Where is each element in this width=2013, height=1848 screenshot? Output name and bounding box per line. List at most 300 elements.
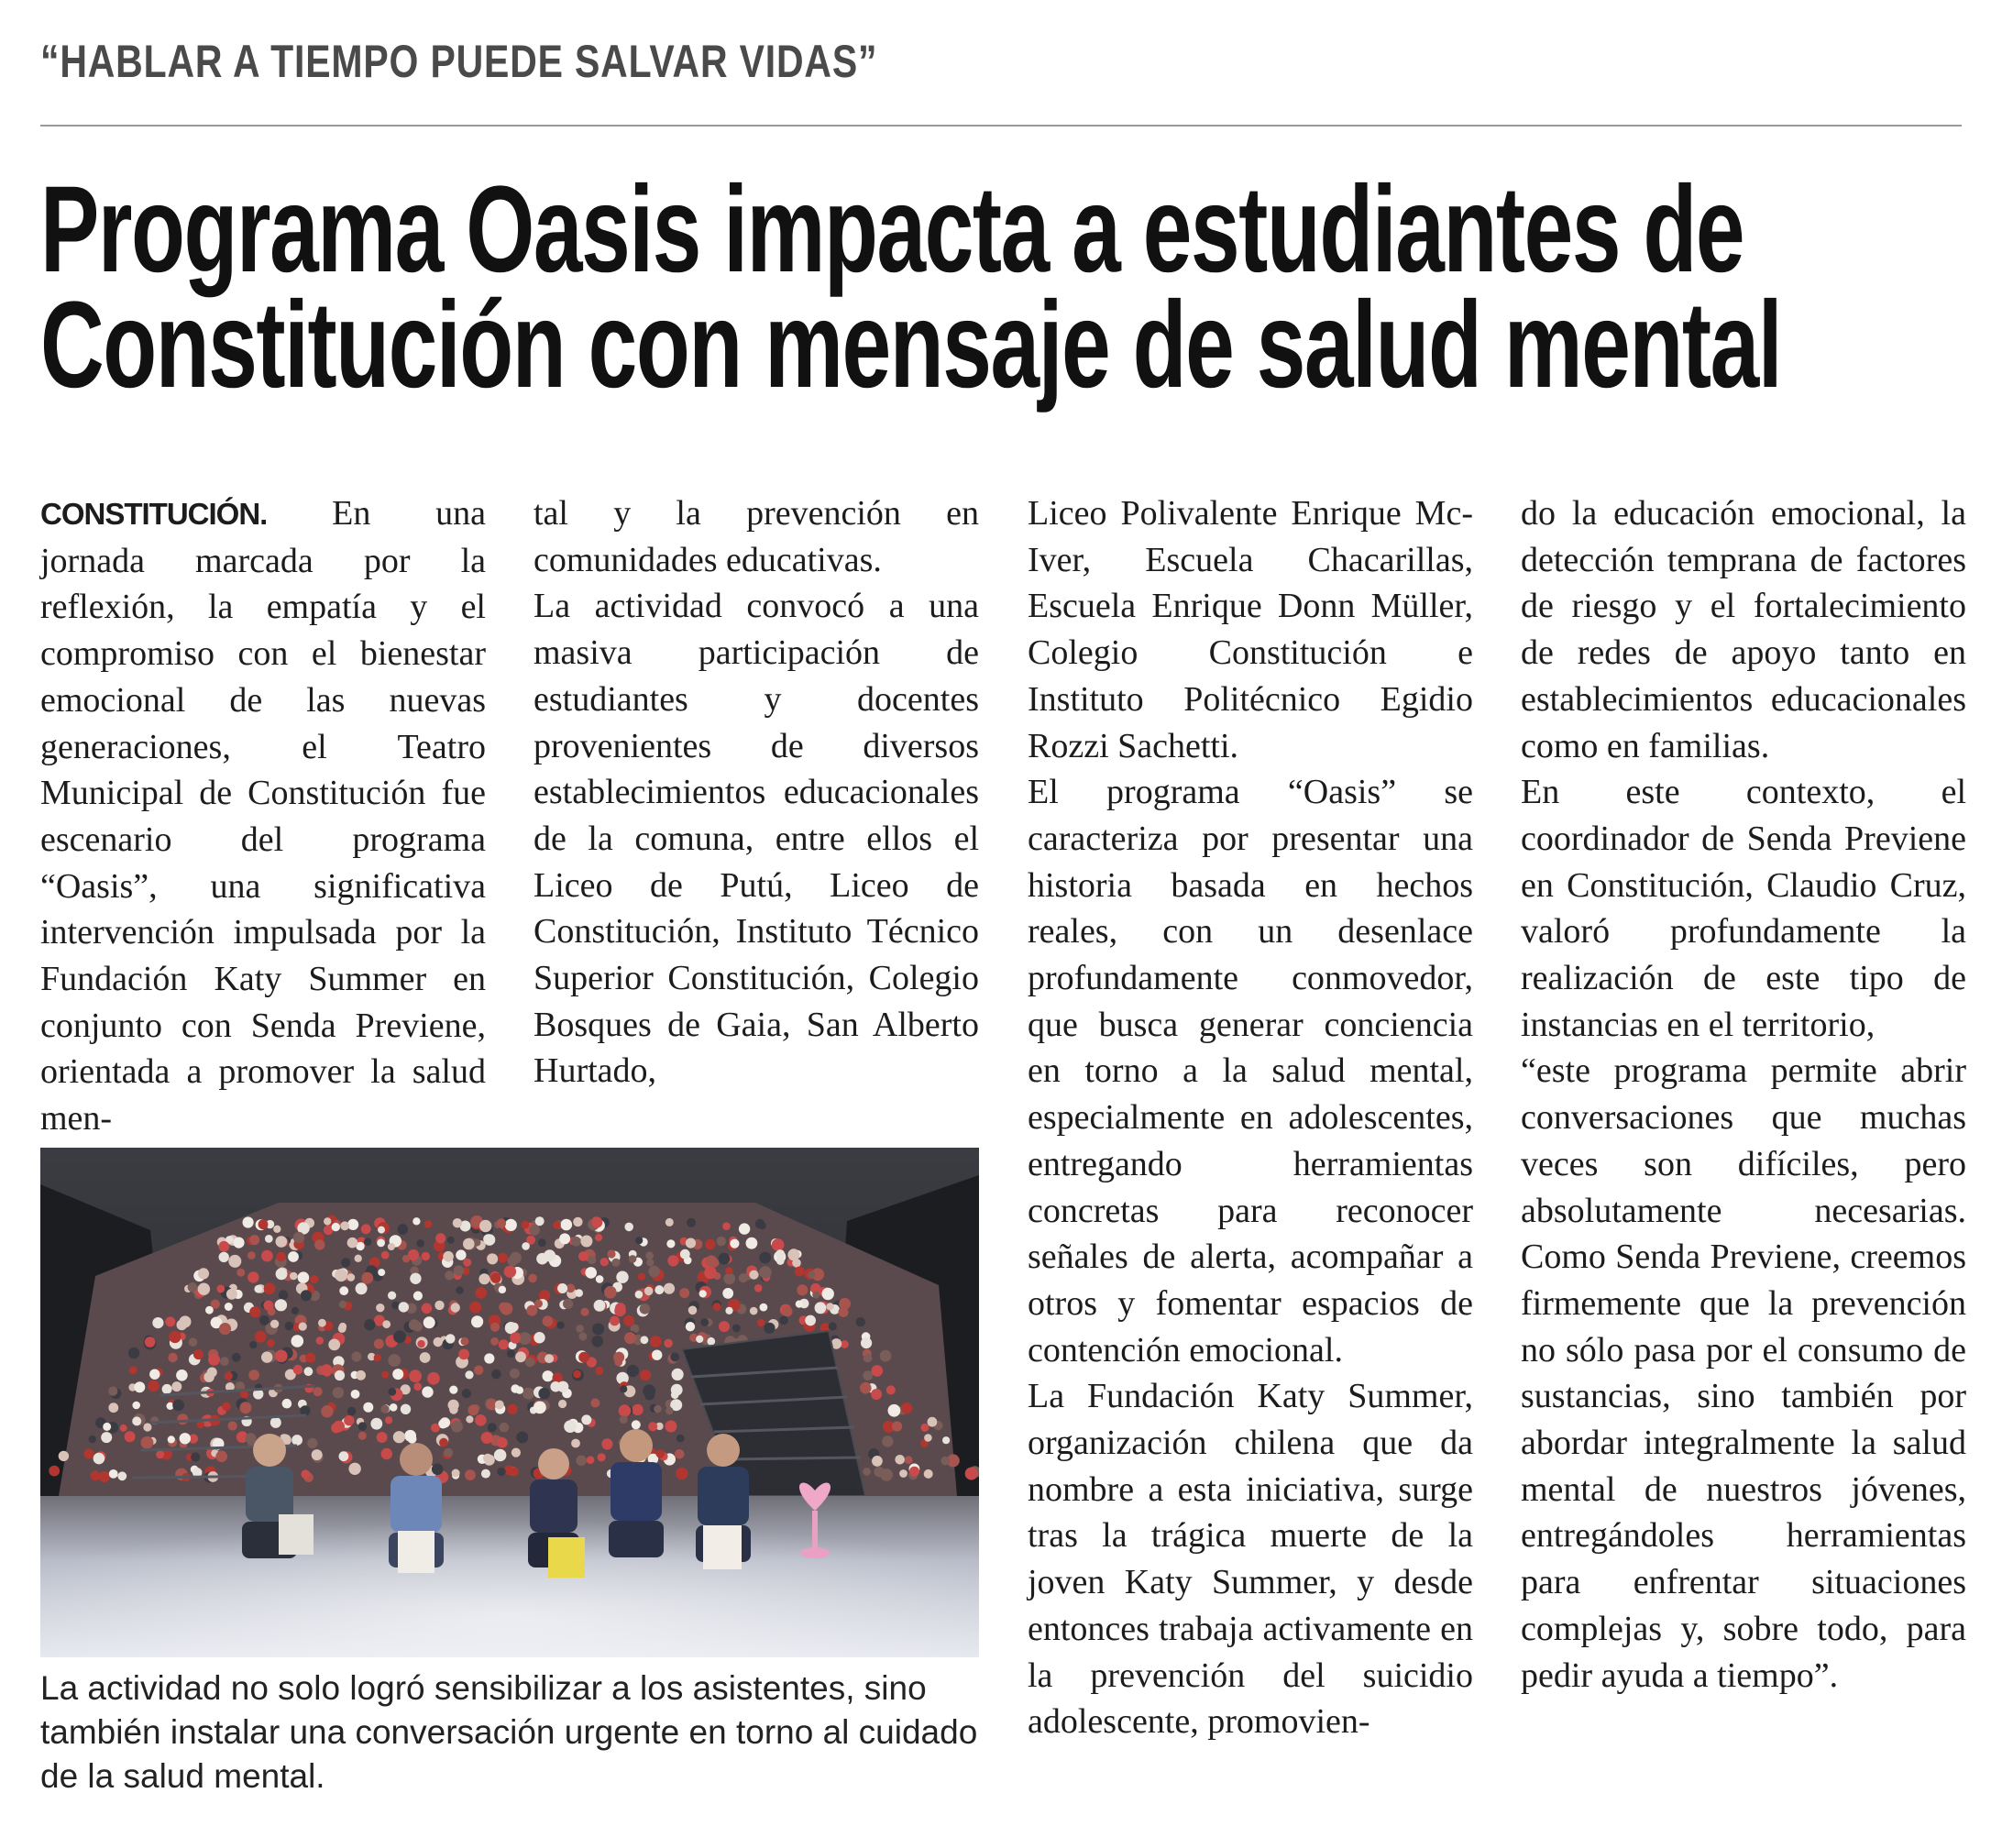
audience-member <box>443 1251 454 1262</box>
audience-member <box>453 1218 462 1227</box>
audience-member <box>382 1320 390 1328</box>
audience-member <box>275 1299 287 1311</box>
audience-member <box>507 1349 515 1358</box>
audience-member <box>447 1237 455 1244</box>
audience-member <box>557 1322 565 1329</box>
audience-member <box>273 1226 280 1233</box>
audience-member <box>498 1253 508 1263</box>
audience-member <box>571 1439 580 1448</box>
audience-member <box>474 1366 483 1375</box>
audience-member <box>339 1286 348 1295</box>
audience-member <box>427 1372 440 1385</box>
audience-member <box>739 1223 750 1234</box>
audience-member <box>629 1255 637 1263</box>
audience-member <box>143 1423 151 1431</box>
audience-member <box>707 1337 715 1346</box>
audience-member <box>177 1414 188 1424</box>
article-paragraph-5: En este contexto, el coordinador de Senda Previene en Constitución, Claudio Cruz, valoró profundamente la realización de este tipo de instancias en el territorio, <box>1521 773 1966 1044</box>
audience-member <box>638 1273 645 1281</box>
audience-member <box>671 1391 679 1399</box>
audience-member <box>500 1303 513 1315</box>
audience-member <box>648 1422 657 1431</box>
audience-member <box>573 1217 582 1226</box>
headline <box>40 161 1782 413</box>
audience-member <box>261 1250 273 1262</box>
audience-member <box>874 1467 885 1478</box>
audience-member <box>710 1258 719 1267</box>
audience-member <box>288 1251 299 1262</box>
audience-member <box>571 1237 581 1247</box>
audience-member <box>892 1421 902 1431</box>
audience-member <box>585 1267 597 1279</box>
audience-member <box>168 1436 175 1443</box>
audience-member <box>588 1256 596 1264</box>
audience-member <box>687 1218 696 1227</box>
audience-member <box>339 1451 349 1461</box>
audience-member <box>141 1436 154 1449</box>
audience-member <box>676 1468 688 1480</box>
audience-member <box>497 1218 506 1227</box>
audience-member <box>261 1351 272 1362</box>
audience-member <box>942 1436 950 1444</box>
audience-member <box>307 1438 317 1448</box>
audience-member <box>759 1252 771 1264</box>
audience-member <box>722 1222 731 1230</box>
audience-member <box>321 1405 333 1417</box>
audience-member <box>324 1217 331 1225</box>
audience-member <box>314 1387 323 1396</box>
audience-member <box>422 1252 430 1260</box>
audience-member <box>205 1306 214 1314</box>
audience-member <box>292 1335 304 1348</box>
audience-member <box>94 1453 105 1465</box>
audience-member <box>204 1372 214 1382</box>
audience-member <box>258 1219 269 1229</box>
audience-member <box>652 1350 662 1360</box>
audience-member <box>299 1323 307 1331</box>
audience-member <box>856 1317 865 1326</box>
audience-member <box>191 1452 200 1461</box>
header-divider <box>40 125 1962 126</box>
audience-member <box>704 1267 717 1280</box>
audience-member <box>573 1370 581 1379</box>
audience-member <box>522 1242 530 1250</box>
audience-member <box>413 1292 423 1301</box>
audience-member <box>632 1420 641 1429</box>
audience-member <box>125 1431 136 1442</box>
audience-member <box>374 1339 384 1349</box>
audience-member <box>607 1249 615 1258</box>
audience-member <box>312 1449 323 1460</box>
audience-member <box>591 1336 603 1348</box>
audience-member <box>84 1448 94 1458</box>
audience-member <box>611 1259 620 1267</box>
audience-member <box>619 1404 632 1417</box>
audience-member <box>595 1367 603 1375</box>
audience-member <box>624 1332 636 1344</box>
audience-member <box>220 1357 229 1366</box>
audience-member <box>232 1353 241 1362</box>
audience-member <box>98 1471 109 1482</box>
audience-member <box>304 1367 314 1376</box>
audience-member <box>468 1404 479 1415</box>
audience-member <box>746 1238 758 1249</box>
audience-member <box>219 1252 229 1262</box>
audience-member <box>676 1435 685 1443</box>
audience-member <box>388 1354 401 1367</box>
audience-member <box>351 1352 361 1362</box>
audience-member <box>641 1336 649 1344</box>
audience-member <box>347 1238 358 1248</box>
audience-member <box>646 1259 654 1266</box>
audience-member <box>719 1253 731 1265</box>
audience-member <box>871 1389 882 1400</box>
audience-member <box>515 1351 526 1362</box>
audience-member <box>723 1273 735 1285</box>
audience-member <box>364 1238 372 1246</box>
audience-member <box>134 1381 145 1392</box>
audience-member <box>680 1249 690 1260</box>
audience-member <box>713 1303 721 1311</box>
audience-member <box>298 1271 310 1283</box>
event-photo <box>40 1148 979 1657</box>
audience-member <box>561 1219 573 1231</box>
audience-member <box>108 1387 117 1396</box>
audience-member <box>522 1388 534 1400</box>
audience-member <box>797 1284 808 1295</box>
article-column-2 <box>534 490 979 1095</box>
audience-member <box>279 1290 289 1300</box>
audience-member <box>434 1301 444 1310</box>
audience-member <box>722 1288 733 1299</box>
audience-member <box>270 1320 279 1328</box>
theater-audience-illustration <box>40 1148 979 1657</box>
audience-member <box>864 1354 873 1363</box>
audience-member <box>152 1317 163 1328</box>
audience-member <box>905 1456 913 1464</box>
audience-member <box>888 1404 901 1417</box>
audience-member <box>243 1216 254 1227</box>
audience-member <box>335 1269 347 1282</box>
audience-member <box>699 1290 707 1297</box>
audience-member <box>901 1402 912 1414</box>
audience-member <box>226 1289 237 1300</box>
article-paragraph-1 <box>40 490 486 1142</box>
audience-member <box>920 1424 929 1432</box>
audience-member <box>108 1402 118 1413</box>
audience-member <box>505 1322 517 1334</box>
audience-member <box>643 1384 655 1397</box>
audience-member <box>208 1354 220 1366</box>
audience-member <box>103 1423 111 1431</box>
audience-member <box>481 1432 493 1444</box>
audience-member <box>89 1436 96 1443</box>
audience-member <box>705 1239 715 1249</box>
audience-member <box>454 1265 464 1275</box>
audience-member <box>265 1235 273 1243</box>
audience-member <box>791 1251 799 1260</box>
audience-member <box>826 1303 833 1310</box>
audience-member <box>475 1414 487 1426</box>
audience-member <box>640 1304 651 1314</box>
audience-member <box>393 1431 405 1443</box>
audience-member <box>380 1405 389 1414</box>
audience-member <box>614 1305 626 1317</box>
audience-member <box>413 1382 422 1391</box>
article-column-4 <box>1521 490 1966 1820</box>
article-paragraph-2: La actividad convocó a una masiva participación de estudiantes y docentes provenientes de diversos establecimientos educacionales de la comuna, entre ellos el Liceo de Putú, Liceo de Constitución, Instituto Técnico Superior Constitución, Colegio Bosques de Gaia, San Alberto Hurtado, <box>534 587 979 1091</box>
audience-member <box>356 1370 366 1380</box>
audience-member <box>779 1316 788 1326</box>
audience-member <box>348 1463 360 1475</box>
audience-member <box>525 1358 535 1368</box>
audience-member <box>129 1366 138 1374</box>
audience-member <box>841 1340 849 1348</box>
audience-member <box>172 1400 184 1412</box>
audience-member <box>620 1415 628 1424</box>
audience-member <box>624 1223 633 1232</box>
audience-member <box>249 1306 260 1317</box>
audience-member <box>601 1438 612 1449</box>
audience-member <box>679 1288 689 1298</box>
audience-member <box>578 1352 589 1363</box>
audience-member <box>538 1238 546 1247</box>
audience-member <box>193 1349 204 1359</box>
audience-member <box>732 1325 741 1333</box>
audience-member <box>578 1251 588 1261</box>
audience-member <box>465 1469 476 1480</box>
audience-member <box>276 1236 288 1248</box>
headline-line-2: Constitución con mensaje de salud mental <box>40 277 1782 413</box>
audience-member <box>469 1302 481 1314</box>
audience-member <box>796 1301 803 1308</box>
audience-member <box>168 1353 177 1362</box>
audience-member <box>458 1349 469 1360</box>
audience-member <box>558 1400 566 1408</box>
audience-member <box>490 1323 500 1332</box>
audience-member <box>388 1292 396 1300</box>
audience-member <box>475 1287 487 1299</box>
audience-member <box>356 1282 368 1294</box>
audience-member <box>553 1221 561 1229</box>
audience-member <box>670 1352 679 1361</box>
audience-member <box>347 1273 356 1282</box>
audience-member <box>598 1453 606 1461</box>
article-column-1 <box>40 490 486 1138</box>
audience-member <box>328 1339 340 1351</box>
audience-member <box>815 1302 827 1314</box>
audience-member <box>463 1259 471 1267</box>
audience-member <box>730 1239 739 1248</box>
audience-member <box>672 1369 684 1380</box>
audience-member <box>444 1448 453 1458</box>
audience-member <box>500 1423 510 1433</box>
audience-member <box>498 1437 508 1447</box>
audience-member <box>863 1468 871 1476</box>
audience-member <box>333 1421 345 1433</box>
article-paragraph-2-continued: Liceo Polivalente Enrique Mc-Iver, Escuela Chacarillas, Escuela Enrique Donn Müller, Colegio Constitución e Instituto Politécnico Egidio Rozzi Sachetti. <box>1028 494 1473 765</box>
audience-member <box>483 1454 492 1463</box>
audience-member <box>422 1386 433 1397</box>
audience-member <box>180 1315 192 1327</box>
audience-member <box>301 1290 312 1301</box>
audience-member <box>416 1239 424 1248</box>
audience-member <box>49 1466 60 1477</box>
audience-member <box>664 1283 675 1294</box>
audience-member <box>490 1273 500 1283</box>
audience-member <box>321 1364 333 1376</box>
audience-member <box>557 1283 567 1293</box>
audience-member <box>591 1217 602 1228</box>
audience-member <box>398 1224 409 1235</box>
audience-member <box>510 1252 522 1264</box>
audience-member <box>863 1370 873 1380</box>
audience-member <box>909 1467 919 1477</box>
audience-member <box>590 1399 600 1408</box>
article-paragraph-1-continued: tal y la prevención en comunidades educativas. <box>534 494 979 579</box>
audience-member <box>290 1272 298 1281</box>
audience-member <box>640 1370 651 1380</box>
audience-member <box>529 1225 540 1236</box>
audience-member <box>592 1323 604 1335</box>
audience-member <box>776 1257 785 1265</box>
audience-member <box>435 1233 446 1243</box>
audience-member <box>604 1286 617 1299</box>
audience-member <box>587 1456 595 1464</box>
audience-member <box>576 1456 587 1467</box>
audience-member <box>391 1302 400 1310</box>
audience-member <box>576 1325 584 1333</box>
audience-member <box>282 1399 292 1409</box>
audience-member <box>424 1220 432 1227</box>
audience-member <box>750 1307 758 1315</box>
audience-member <box>120 1424 127 1432</box>
audience-member <box>218 1241 229 1252</box>
article-paragraph-4: La Fundación Katy Summer, organización chilena que da nombre a esta iniciativa, surge tras la trágica muerte de la joven Katy Summer, y desde entonces trabaja activamente en la prevención del suicidio adolescente, promovien- <box>1028 1377 1473 1742</box>
audience-member <box>654 1405 662 1414</box>
audience-member <box>333 1387 344 1398</box>
audience-member <box>225 1371 233 1380</box>
audience-member <box>759 1266 772 1279</box>
audience-member <box>219 1323 231 1335</box>
audience-member <box>239 1402 251 1414</box>
paragraph-1-text: En una jornada marcada por la reflexión, la empatía y el compromiso con el bienestar emocional de las nuevas generaciones, el Teatro Municipal de Constitución fue escenario del programa “Oasis”, una significativa intervención impulsada por la Fundación Katy Summer en conjunto con Senda Previene, orientada a promover la salud men- <box>40 494 486 1138</box>
audience-member <box>378 1226 385 1234</box>
audience-member <box>361 1224 371 1234</box>
audience-member <box>632 1404 643 1415</box>
audience-member <box>466 1415 473 1423</box>
audience-member <box>564 1420 577 1433</box>
audience-member <box>361 1272 373 1284</box>
audience-member <box>839 1298 851 1310</box>
audience-member <box>462 1389 471 1398</box>
audience-member <box>526 1305 537 1316</box>
audience-member <box>305 1353 315 1363</box>
audience-member <box>872 1456 883 1467</box>
audience-member <box>627 1365 639 1377</box>
audience-member <box>432 1464 444 1476</box>
audience-member <box>654 1285 664 1294</box>
audience-member <box>623 1315 634 1326</box>
audience-member <box>880 1350 892 1362</box>
audience-member <box>385 1416 392 1424</box>
audience-member <box>516 1432 528 1444</box>
headline-line-1: Programa Oasis impacta a estudiantes de <box>40 161 1744 298</box>
audience-member <box>490 1337 499 1346</box>
audience-member <box>128 1348 139 1358</box>
audience-member <box>393 1330 406 1343</box>
audience-member <box>805 1315 816 1326</box>
audience-member <box>318 1319 326 1327</box>
audience-member <box>377 1239 385 1248</box>
audience-member <box>145 1336 156 1348</box>
audience-member <box>882 1436 893 1446</box>
audience-member <box>264 1282 276 1294</box>
audience-member <box>314 1239 324 1249</box>
audience-member <box>228 1255 241 1268</box>
audience-member <box>534 1332 544 1343</box>
audience-member <box>861 1337 872 1348</box>
audience-member <box>292 1307 299 1314</box>
audience-member <box>822 1288 834 1300</box>
audience-member <box>413 1322 424 1332</box>
audience-member <box>808 1271 815 1279</box>
audience-member <box>117 1471 126 1480</box>
audience-member <box>635 1291 644 1299</box>
audience-member <box>358 1432 367 1440</box>
audience-member <box>759 1222 766 1229</box>
audience-member <box>528 1274 537 1283</box>
audience-member <box>675 1449 685 1459</box>
audience-member <box>688 1306 698 1315</box>
article-paragraph-6: “este programa permite abrir conversaciones que muchas veces son difíciles, pero absolutamente necesarias. Como Senda Previene, creemos firmemente que la prevención no sólo pasa por el consumo de sustancias, sino también por abordar integralmente la salud mental de nuestros jóvenes, entregándoles herramientas para enfrentar situaciones complejas y, sobre todo, para pedir ayuda a tiempo”. <box>1521 1051 1966 1695</box>
audience-member <box>534 1402 546 1414</box>
audience-member <box>488 1423 497 1432</box>
audience-member <box>132 1402 140 1410</box>
audience-member <box>132 1416 141 1425</box>
audience-member <box>370 1418 382 1430</box>
audience-member <box>399 1302 409 1312</box>
audience-member <box>233 1238 244 1248</box>
section-kicker: “HABLAR A TIEMPO PUEDE SALVAR VIDAS” <box>40 36 878 87</box>
photo-caption: La actividad no solo logró sensibilizar a los asistentes, sino también instalar una conversación urgente en torno al cuidado de la salud mental. <box>40 1669 978 1795</box>
audience-member <box>594 1300 606 1312</box>
audience-member <box>666 1239 675 1248</box>
audience-member <box>478 1273 490 1284</box>
audience-member <box>228 1421 237 1430</box>
audience-member <box>644 1287 654 1296</box>
audience-member <box>613 1352 624 1363</box>
audience-member <box>581 1414 591 1424</box>
audience-member <box>344 1415 354 1425</box>
audience-member <box>388 1243 395 1250</box>
audience-member <box>188 1282 198 1292</box>
audience-member <box>332 1223 340 1231</box>
audience-member <box>236 1269 245 1277</box>
audience-member <box>512 1448 521 1458</box>
audience-member <box>381 1448 392 1459</box>
audience-member <box>924 1469 933 1479</box>
audience-member <box>222 1402 231 1412</box>
audience-member <box>895 1455 905 1465</box>
audience-member <box>465 1370 473 1379</box>
audience-member <box>516 1386 523 1393</box>
audience-member <box>513 1335 521 1342</box>
audience-member <box>451 1303 460 1312</box>
audience-member <box>499 1339 509 1349</box>
audience-member <box>417 1340 424 1348</box>
audience-member <box>471 1315 483 1327</box>
